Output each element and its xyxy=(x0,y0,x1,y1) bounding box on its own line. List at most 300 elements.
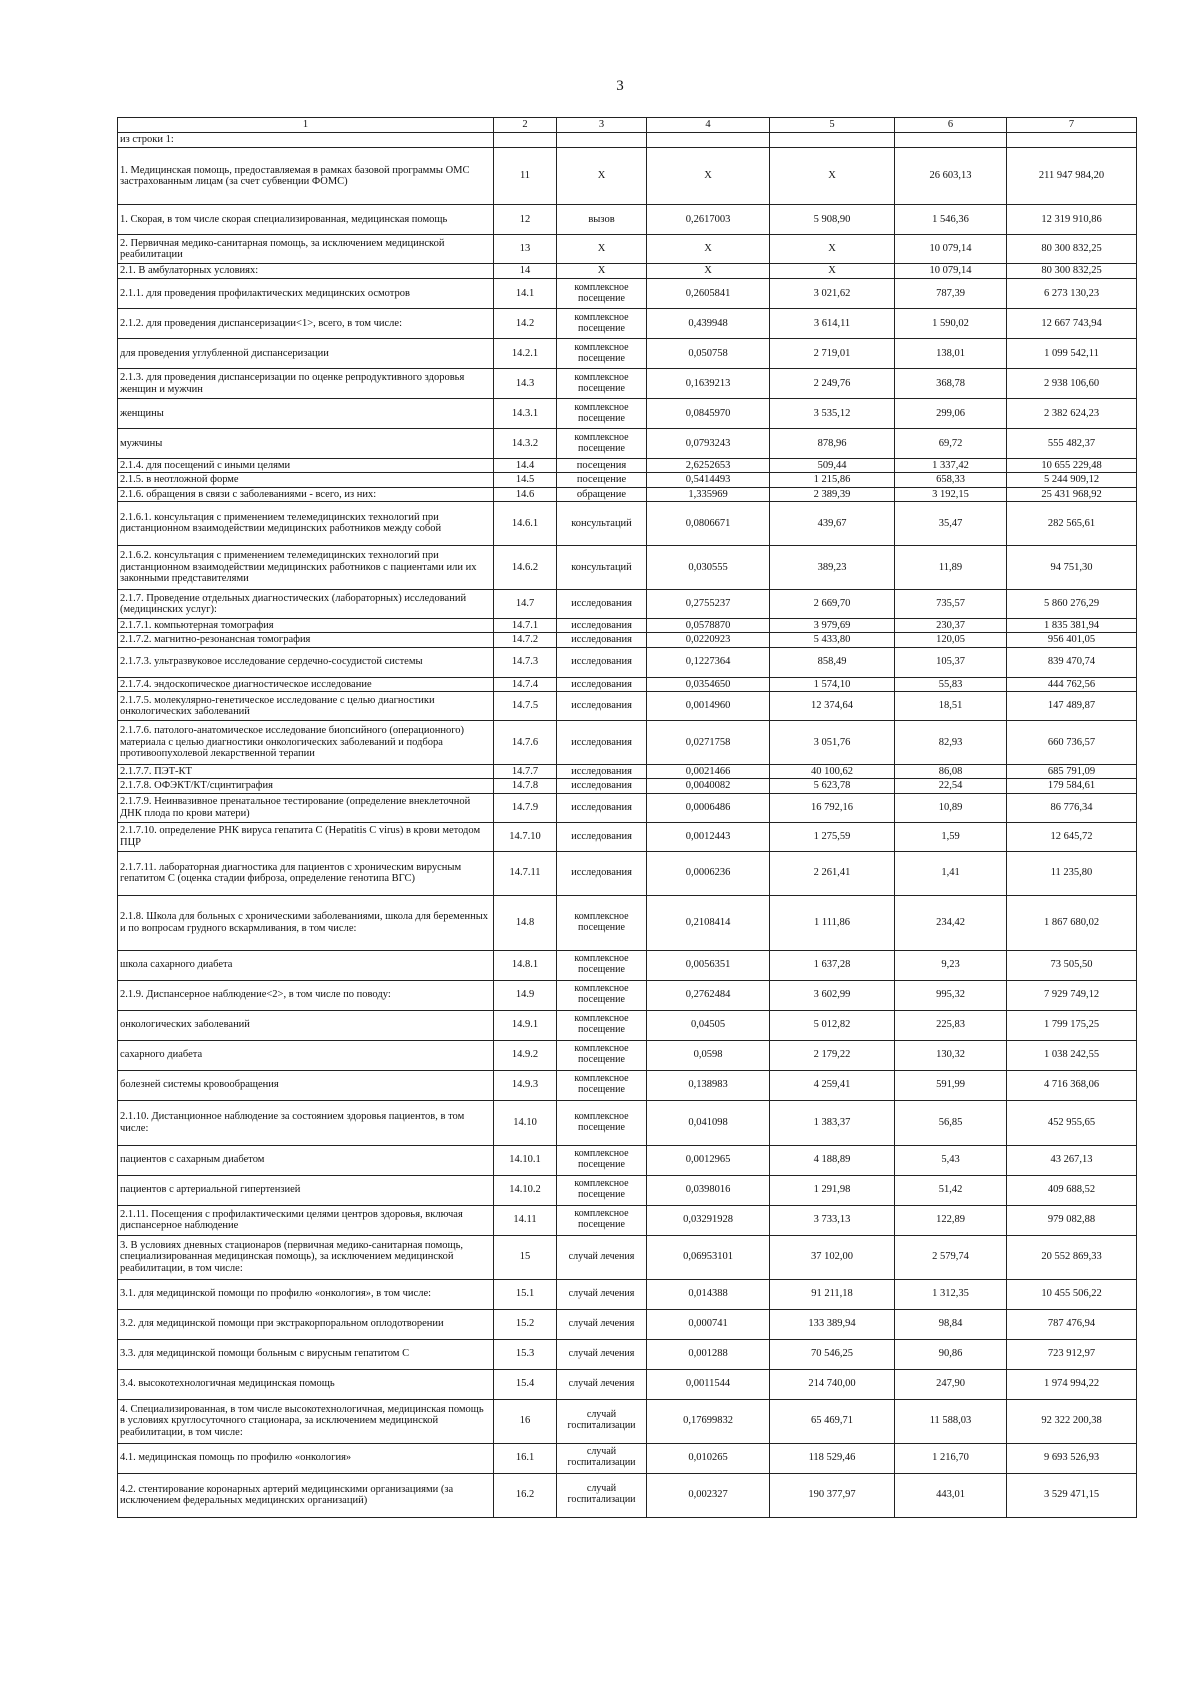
value-cell: 105,37 xyxy=(895,647,1007,677)
value-cell: 0,002327 xyxy=(647,1473,770,1517)
row-label: школа сахарного диабета xyxy=(118,950,494,980)
unit-cell: комплексное посещение xyxy=(557,980,647,1010)
table-row xyxy=(118,1100,1137,1145)
value-cell: 1 867 680,02 xyxy=(1007,895,1137,950)
value-cell: 18,51 xyxy=(895,691,1007,720)
value-cell: 10 079,14 xyxy=(895,264,1007,279)
table-row xyxy=(118,545,1137,589)
value-cell: 0,050758 xyxy=(647,339,770,369)
row-number: 14.7.6 xyxy=(494,720,557,764)
table-row xyxy=(118,647,1137,677)
table-row xyxy=(118,459,1137,473)
row-label: 2.1.7.9. Неинвазивное пренатальное тестирование (определение внеклеточной ДНК плода по крови матери) xyxy=(118,793,494,822)
row-number: 14.7.8 xyxy=(494,779,557,793)
row-number: 14.10.2 xyxy=(494,1175,557,1205)
unit-cell: исследования xyxy=(557,779,647,793)
unit-cell: исследования xyxy=(557,647,647,677)
row-number: 14.9.3 xyxy=(494,1070,557,1100)
table-row xyxy=(118,1473,1137,1517)
value-cell: 0,010265 xyxy=(647,1443,770,1473)
value-cell: 214 740,00 xyxy=(770,1369,895,1399)
value-cell: 1 312,35 xyxy=(895,1279,1007,1309)
value-cell: 86,08 xyxy=(895,764,1007,778)
table-row xyxy=(118,1235,1137,1279)
unit-cell: консультаций xyxy=(557,545,647,589)
row-number: 16 xyxy=(494,1399,557,1443)
unit-cell: комплексное посещение xyxy=(557,1205,647,1235)
unit-cell: X xyxy=(557,264,647,279)
unit-cell: X xyxy=(557,235,647,264)
row-number: 14.7.4 xyxy=(494,677,557,691)
value-cell: 2 249,76 xyxy=(770,369,895,399)
row-number: 14.10 xyxy=(494,1100,557,1145)
row-label: 3.2. для медицинской помощи при экстракорпоральном оплодотворении xyxy=(118,1309,494,1339)
table-row xyxy=(118,779,1137,793)
value-cell: 12 645,72 xyxy=(1007,822,1137,851)
value-cell: 299,06 xyxy=(895,399,1007,429)
value-cell: 51,42 xyxy=(895,1175,1007,1205)
value-cell: 11 235,80 xyxy=(1007,851,1137,895)
row-label: 2.1.3. для проведения диспансеризации по оценке репродуктивного здоровья женщин и мужчин xyxy=(118,369,494,399)
value-cell: 878,96 xyxy=(770,429,895,459)
value-cell: 0,2755237 xyxy=(647,589,770,618)
row-label: для проведения углубленной диспансеризации xyxy=(118,339,494,369)
value-cell: 225,83 xyxy=(895,1010,1007,1040)
value-cell: 1 835 381,94 xyxy=(1007,618,1137,632)
value-cell xyxy=(647,133,770,148)
row-number: 14.11 xyxy=(494,1205,557,1235)
row-number: 14.8.1 xyxy=(494,950,557,980)
row-label: 4.1. медицинская помощь по профилю «онкология» xyxy=(118,1443,494,1473)
table-row xyxy=(118,851,1137,895)
table-row xyxy=(118,1369,1137,1399)
row-number xyxy=(494,133,557,148)
unit-cell: случай лечения xyxy=(557,1369,647,1399)
value-cell: 94 751,30 xyxy=(1007,545,1137,589)
value-cell: 1 799 175,25 xyxy=(1007,1010,1137,1040)
row-number: 16.2 xyxy=(494,1473,557,1517)
value-cell: 3 021,62 xyxy=(770,279,895,309)
row-number: 14.3 xyxy=(494,369,557,399)
row-number: 14.7.11 xyxy=(494,851,557,895)
unit-cell: посещение xyxy=(557,473,647,487)
row-label: 2.1.2. для проведения диспансеризации<1>, всего, в том числе: xyxy=(118,309,494,339)
value-cell: 0,0006486 xyxy=(647,793,770,822)
unit-cell: случай госпитализации xyxy=(557,1473,647,1517)
row-label: 2.1.7. Проведение отдельных диагностических (лабораторных) исследований (медицинских услуг): xyxy=(118,589,494,618)
value-cell: 368,78 xyxy=(895,369,1007,399)
table-row xyxy=(118,264,1137,279)
value-cell: 3 051,76 xyxy=(770,720,895,764)
row-number: 14.7.5 xyxy=(494,691,557,720)
unit-cell: комплексное посещение xyxy=(557,1175,647,1205)
row-label: 3.4. высокотехнологичная медицинская помощь xyxy=(118,1369,494,1399)
row-label: 2.1.6.1. консультация с применением телемедицинских технологий при дистанционном взаимодействии медицинских работников между собой xyxy=(118,501,494,545)
row-label: 1. Медицинская помощь, предоставляемая в рамках базовой программы ОМС застрахованным лицам (за счет субвенции ФОМС) xyxy=(118,148,494,205)
unit-cell: комплексное посещение xyxy=(557,1010,647,1040)
table-row xyxy=(118,399,1137,429)
value-cell: 0,2605841 xyxy=(647,279,770,309)
table-row xyxy=(118,309,1137,339)
value-cell: 11,89 xyxy=(895,545,1007,589)
value-cell: 0,0398016 xyxy=(647,1175,770,1205)
table-row xyxy=(118,1309,1137,1339)
unit-cell: вызов xyxy=(557,205,647,235)
value-cell: 133 389,94 xyxy=(770,1309,895,1339)
table-row xyxy=(118,205,1137,235)
value-cell: 1,335969 xyxy=(647,487,770,501)
value-cell: 3 733,13 xyxy=(770,1205,895,1235)
value-cell: 0,439948 xyxy=(647,309,770,339)
row-number: 14.9 xyxy=(494,980,557,1010)
row-label: 2.1.5. в неотложной форме xyxy=(118,473,494,487)
value-cell: 0,0598 xyxy=(647,1040,770,1070)
row-number: 14.1 xyxy=(494,279,557,309)
value-cell: 1 974 994,22 xyxy=(1007,1369,1137,1399)
value-cell: 787,39 xyxy=(895,279,1007,309)
value-cell: 2 179,22 xyxy=(770,1040,895,1070)
value-cell: 138,01 xyxy=(895,339,1007,369)
table-row xyxy=(118,1279,1137,1309)
unit-cell xyxy=(557,133,647,148)
row-label: 3.1. для медицинской помощи по профилю «онкология», в том числе: xyxy=(118,1279,494,1309)
value-cell: 0,030555 xyxy=(647,545,770,589)
value-cell: 2 261,41 xyxy=(770,851,895,895)
table-row xyxy=(118,822,1137,851)
value-cell: 0,03291928 xyxy=(647,1205,770,1235)
row-number: 15.1 xyxy=(494,1279,557,1309)
value-cell: 2 579,74 xyxy=(895,1235,1007,1279)
value-cell: 0,0012443 xyxy=(647,822,770,851)
column-header: 5 xyxy=(770,118,895,133)
value-cell: 69,72 xyxy=(895,429,1007,459)
row-label: 2.1.7.7. ПЭТ-КТ xyxy=(118,764,494,778)
row-number: 12 xyxy=(494,205,557,235)
value-cell: X xyxy=(647,235,770,264)
value-cell: 0,17699832 xyxy=(647,1399,770,1443)
row-label: мужчины xyxy=(118,429,494,459)
value-cell: X xyxy=(770,235,895,264)
value-cell: 7 929 749,12 xyxy=(1007,980,1137,1010)
row-number: 14.9.2 xyxy=(494,1040,557,1070)
table-row xyxy=(118,501,1137,545)
row-number: 14.6.2 xyxy=(494,545,557,589)
value-cell: X xyxy=(647,264,770,279)
row-number: 14.7.1 xyxy=(494,618,557,632)
value-cell: 1 038 242,55 xyxy=(1007,1040,1137,1070)
table-row xyxy=(118,148,1137,205)
unit-cell: комплексное посещение xyxy=(557,1070,647,1100)
row-label: 2.1.7.8. ОФЭКТ/КТ/сцинтиграфия xyxy=(118,779,494,793)
value-cell: 0,0271758 xyxy=(647,720,770,764)
value-cell: 12 319 910,86 xyxy=(1007,205,1137,235)
unit-cell: комплексное посещение xyxy=(557,369,647,399)
value-cell: 0,0845970 xyxy=(647,399,770,429)
value-cell: 10,89 xyxy=(895,793,1007,822)
value-cell: 2,6252653 xyxy=(647,459,770,473)
value-cell: 122,89 xyxy=(895,1205,1007,1235)
value-cell: 1 383,37 xyxy=(770,1100,895,1145)
row-label: 3.3. для медицинской помощи больным с вирусным гепатитом С xyxy=(118,1339,494,1369)
row-number: 15.2 xyxy=(494,1309,557,1339)
data-table xyxy=(117,117,1137,1518)
row-number: 14.4 xyxy=(494,459,557,473)
unit-cell: комплексное посещение xyxy=(557,1040,647,1070)
value-cell: 1 291,98 xyxy=(770,1175,895,1205)
value-cell: 6 273 130,23 xyxy=(1007,279,1137,309)
value-cell: 1,59 xyxy=(895,822,1007,851)
row-label: 2.1.7.3. ультразвуковое исследование сердечно-сосудистой системы xyxy=(118,647,494,677)
row-number: 14.5 xyxy=(494,473,557,487)
unit-cell: исследования xyxy=(557,677,647,691)
value-cell: 735,57 xyxy=(895,589,1007,618)
row-number: 15 xyxy=(494,1235,557,1279)
value-cell: 4 188,89 xyxy=(770,1145,895,1175)
unit-cell: X xyxy=(557,148,647,205)
value-cell: 80 300 832,25 xyxy=(1007,235,1137,264)
value-cell: 4 259,41 xyxy=(770,1070,895,1100)
value-cell: 22,54 xyxy=(895,779,1007,793)
row-number: 14.6 xyxy=(494,487,557,501)
value-cell: 0,2762484 xyxy=(647,980,770,1010)
unit-cell: обращение xyxy=(557,487,647,501)
row-label: 2.1.4. для посещений с иными целями xyxy=(118,459,494,473)
value-cell: 179 584,61 xyxy=(1007,779,1137,793)
table-row xyxy=(118,677,1137,691)
row-label: 2.1.8. Школа для больных с хроническими заболеваниями, школа для беременных и по вопросам грудного вскармливания, в том числе: xyxy=(118,895,494,950)
row-number: 14.2.1 xyxy=(494,339,557,369)
value-cell: 660 736,57 xyxy=(1007,720,1137,764)
table-row xyxy=(118,133,1137,148)
value-cell: 839 470,74 xyxy=(1007,647,1137,677)
table-row xyxy=(118,691,1137,720)
value-cell: 0,0354650 xyxy=(647,677,770,691)
row-number: 14.7.2 xyxy=(494,633,557,647)
value-cell: 234,42 xyxy=(895,895,1007,950)
row-number: 14.6.1 xyxy=(494,501,557,545)
value-cell: 0,06953101 xyxy=(647,1235,770,1279)
row-label: 2. Первичная медико-санитарная помощь, за исключением медицинской реабилитации xyxy=(118,235,494,264)
row-label: 2.1.7.4. эндоскопическое диагностическое исследование xyxy=(118,677,494,691)
unit-cell: исследования xyxy=(557,720,647,764)
value-cell: 12 667 743,94 xyxy=(1007,309,1137,339)
value-cell: 5 244 909,12 xyxy=(1007,473,1137,487)
value-cell: 3 529 471,15 xyxy=(1007,1473,1137,1517)
value-cell: 0,0012965 xyxy=(647,1145,770,1175)
row-number: 11 xyxy=(494,148,557,205)
value-cell: X xyxy=(647,148,770,205)
value-cell: 282 565,61 xyxy=(1007,501,1137,545)
value-cell: 0,0056351 xyxy=(647,950,770,980)
table-row xyxy=(118,618,1137,632)
unit-cell: исследования xyxy=(557,618,647,632)
row-label: пациентов с артериальной гипертензией xyxy=(118,1175,494,1205)
table-row xyxy=(118,279,1137,309)
row-number: 14 xyxy=(494,264,557,279)
table-row xyxy=(118,429,1137,459)
value-cell: 995,32 xyxy=(895,980,1007,1010)
value-cell: 0,0011544 xyxy=(647,1369,770,1399)
value-cell: 86 776,34 xyxy=(1007,793,1137,822)
table-row xyxy=(118,1145,1137,1175)
unit-cell: комплексное посещение xyxy=(557,399,647,429)
row-label: 2.1.1. для проведения профилактических медицинских осмотров xyxy=(118,279,494,309)
unit-cell: комплексное посещение xyxy=(557,895,647,950)
row-number: 14.8 xyxy=(494,895,557,950)
row-number: 14.10.1 xyxy=(494,1145,557,1175)
value-cell: 1 111,86 xyxy=(770,895,895,950)
row-label: 2.1. В амбулаторных условиях: xyxy=(118,264,494,279)
value-cell: 956 401,05 xyxy=(1007,633,1137,647)
table-row xyxy=(118,1070,1137,1100)
value-cell: 55,83 xyxy=(895,677,1007,691)
table-row xyxy=(118,633,1137,647)
column-header: 3 xyxy=(557,118,647,133)
value-cell: 5,43 xyxy=(895,1145,1007,1175)
value-cell: 0,04505 xyxy=(647,1010,770,1040)
value-cell: 0,041098 xyxy=(647,1100,770,1145)
row-label: 2.1.7.11. лабораторная диагностика для пациентов с хроническим вирусным гепатитом С (оценка стадии фиброза, определение генотипа ВГС) xyxy=(118,851,494,895)
value-cell: 20 552 869,33 xyxy=(1007,1235,1137,1279)
value-cell: 0,138983 xyxy=(647,1070,770,1100)
value-cell: X xyxy=(770,264,895,279)
unit-cell: исследования xyxy=(557,764,647,778)
value-cell: 147 489,87 xyxy=(1007,691,1137,720)
value-cell: 787 476,94 xyxy=(1007,1309,1137,1339)
table-row xyxy=(118,473,1137,487)
value-cell: 0,0014960 xyxy=(647,691,770,720)
table-row xyxy=(118,980,1137,1010)
unit-cell: посещения xyxy=(557,459,647,473)
row-number: 15.4 xyxy=(494,1369,557,1399)
column-header: 1 xyxy=(118,118,494,133)
value-cell: 82,93 xyxy=(895,720,1007,764)
value-cell: 685 791,09 xyxy=(1007,764,1137,778)
unit-cell: случай госпитализации xyxy=(557,1399,647,1443)
value-cell: 443,01 xyxy=(895,1473,1007,1517)
unit-cell: исследования xyxy=(557,633,647,647)
value-cell: 555 482,37 xyxy=(1007,429,1137,459)
value-cell: 858,49 xyxy=(770,647,895,677)
value-cell: 3 602,99 xyxy=(770,980,895,1010)
value-cell: 409 688,52 xyxy=(1007,1175,1137,1205)
column-header: 6 xyxy=(895,118,1007,133)
value-cell: 5 433,80 xyxy=(770,633,895,647)
table-row xyxy=(118,1443,1137,1473)
value-cell: 35,47 xyxy=(895,501,1007,545)
table-row xyxy=(118,764,1137,778)
value-cell: 5 908,90 xyxy=(770,205,895,235)
value-cell: 2 669,70 xyxy=(770,589,895,618)
value-cell: 452 955,65 xyxy=(1007,1100,1137,1145)
unit-cell: консультаций xyxy=(557,501,647,545)
row-number: 14.7.10 xyxy=(494,822,557,851)
value-cell: 0,2108414 xyxy=(647,895,770,950)
row-number: 14.7 xyxy=(494,589,557,618)
value-cell: 90,86 xyxy=(895,1339,1007,1369)
value-cell: 56,85 xyxy=(895,1100,1007,1145)
value-cell: 1 637,28 xyxy=(770,950,895,980)
value-cell xyxy=(770,133,895,148)
table-row xyxy=(118,487,1137,501)
table-row xyxy=(118,589,1137,618)
value-cell: 1 099 542,11 xyxy=(1007,339,1137,369)
value-cell: 0,0220923 xyxy=(647,633,770,647)
row-label: 2.1.6.2. консультация с применением телемедицинских технологий при дистанционном взаимодействии медицинских работников с пациентами или их законными представителями xyxy=(118,545,494,589)
value-cell: 0,001288 xyxy=(647,1339,770,1369)
table-row xyxy=(118,1175,1137,1205)
unit-cell: комплексное посещение xyxy=(557,1100,647,1145)
row-label: 2.1.11. Посещения с профилактическими целями центров здоровья, включая диспансерное наблюдение xyxy=(118,1205,494,1235)
value-cell: 3 192,15 xyxy=(895,487,1007,501)
value-cell: 40 100,62 xyxy=(770,764,895,778)
value-cell: 1 574,10 xyxy=(770,677,895,691)
value-cell: 1 546,36 xyxy=(895,205,1007,235)
row-label: 2.1.9. Диспансерное наблюдение<2>, в том числе по поводу: xyxy=(118,980,494,1010)
row-label: 4. Специализированная, в том числе высокотехнологичная, медицинская помощь в условиях круглосуточного стационара, за исключением медицинской реабилитации, в том числе: xyxy=(118,1399,494,1443)
row-number: 14.7.9 xyxy=(494,793,557,822)
value-cell: 65 469,71 xyxy=(770,1399,895,1443)
row-label: 1. Скорая, в том числе скорая специализированная, медицинская помощь xyxy=(118,205,494,235)
value-cell: 0,000741 xyxy=(647,1309,770,1339)
unit-cell: комплексное посещение xyxy=(557,1145,647,1175)
value-cell: 723 912,97 xyxy=(1007,1339,1137,1369)
value-cell: 389,23 xyxy=(770,545,895,589)
value-cell: 3 535,12 xyxy=(770,399,895,429)
row-number: 16.1 xyxy=(494,1443,557,1473)
value-cell: 247,90 xyxy=(895,1369,1007,1399)
table-row xyxy=(118,235,1137,264)
value-cell: 0,2617003 xyxy=(647,205,770,235)
value-cell: 0,5414493 xyxy=(647,473,770,487)
table-row xyxy=(118,793,1137,822)
value-cell: 3 979,69 xyxy=(770,618,895,632)
value-cell: 0,0578870 xyxy=(647,618,770,632)
value-cell: 0,1227364 xyxy=(647,647,770,677)
value-cell: 3 614,11 xyxy=(770,309,895,339)
row-label: 2.1.7.1. компьютерная томография xyxy=(118,618,494,632)
value-cell: 2 938 106,60 xyxy=(1007,369,1137,399)
row-label: сахарного диабета xyxy=(118,1040,494,1070)
value-cell: 43 267,13 xyxy=(1007,1145,1137,1175)
column-header: 2 xyxy=(494,118,557,133)
value-cell: 130,32 xyxy=(895,1040,1007,1070)
row-label: 2.1.7.2. магнитно-резонансная томография xyxy=(118,633,494,647)
row-number: 14.3.2 xyxy=(494,429,557,459)
header-row xyxy=(118,118,1137,133)
unit-cell: случай лечения xyxy=(557,1279,647,1309)
table-row xyxy=(118,1205,1137,1235)
unit-cell: случай лечения xyxy=(557,1235,647,1279)
unit-cell: комплексное посещение xyxy=(557,339,647,369)
row-number: 14.7.3 xyxy=(494,647,557,677)
unit-cell: исследования xyxy=(557,589,647,618)
unit-cell: комплексное посещение xyxy=(557,309,647,339)
value-cell: 2 389,39 xyxy=(770,487,895,501)
value-cell: 80 300 832,25 xyxy=(1007,264,1137,279)
value-cell: 16 792,16 xyxy=(770,793,895,822)
value-cell: 190 377,97 xyxy=(770,1473,895,1517)
value-cell: 0,0806671 xyxy=(647,501,770,545)
value-cell: 230,37 xyxy=(895,618,1007,632)
value-cell: 439,67 xyxy=(770,501,895,545)
value-cell: 5 623,78 xyxy=(770,779,895,793)
row-label: женщины xyxy=(118,399,494,429)
value-cell: 1 275,59 xyxy=(770,822,895,851)
unit-cell: комплексное посещение xyxy=(557,429,647,459)
row-label: 2.1.7.10. определение РНК вируса гепатита С (Hepatitis C virus) в крови методом ПЦР xyxy=(118,822,494,851)
unit-cell: случай лечения xyxy=(557,1309,647,1339)
